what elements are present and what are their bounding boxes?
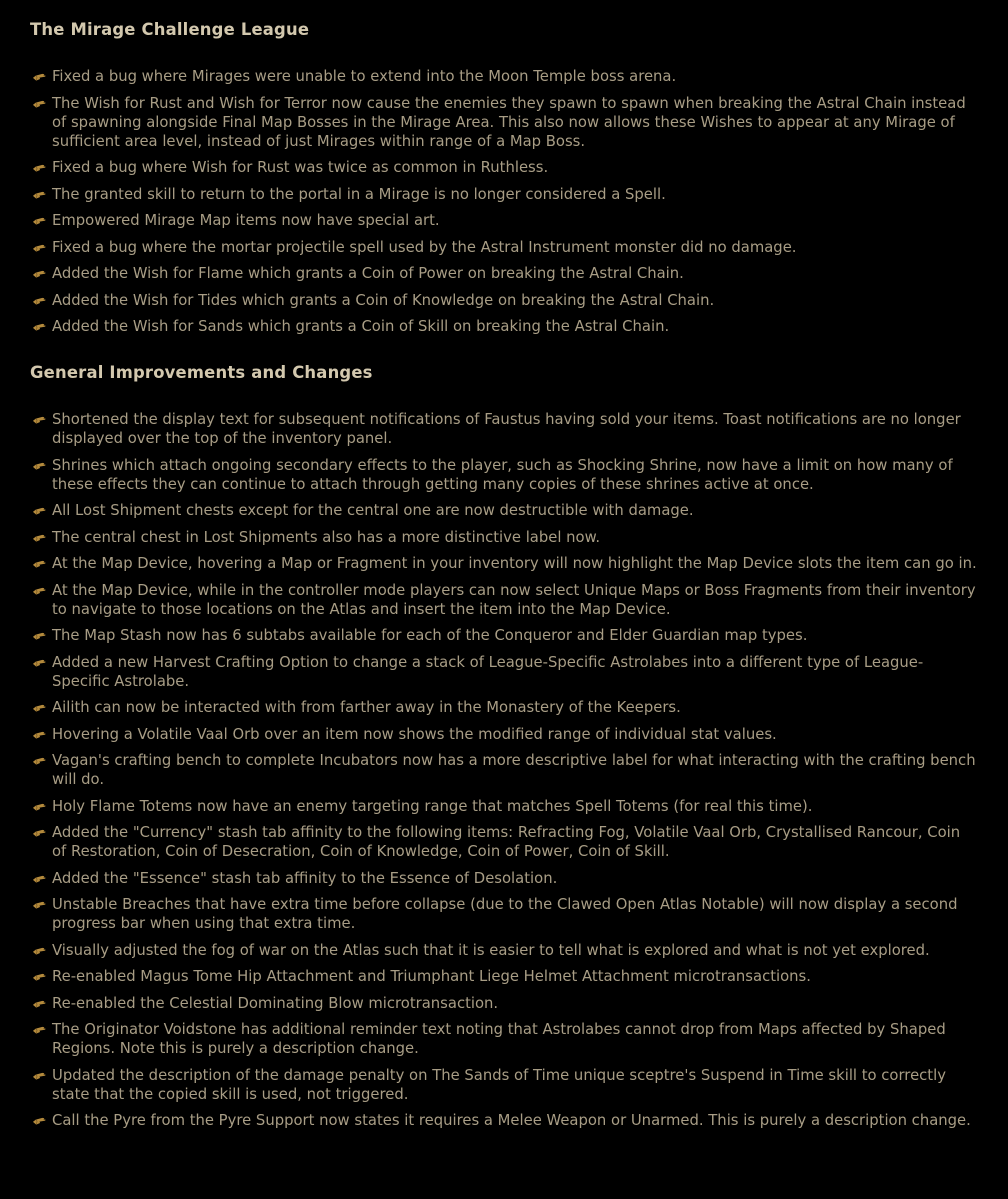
list-item: [30, 456, 978, 494]
list-item-text: Fixed a bug where Wish for Rust was twice as common in Ruthless.: [52, 159, 549, 176]
list-item-text: Added a new Harvest Crafting Option to change a stack of League-Specific Astrolabes into a different type of League-Specific Astrolabe.: [52, 653, 924, 690]
hand-pointer-icon: [32, 503, 47, 518]
hand-pointer-icon: [32, 266, 47, 281]
list-item: [30, 1020, 978, 1058]
list-item-text: Shrines which attach ongoing secondary effects to the player, such as Shocking Shrine, now have a limit on how many of these effects they can continue to attach through getting many copies of these shrines active at once.: [52, 456, 953, 493]
list-item-text: The granted skill to return to the portal in a Mirage is no longer considered a Spell.: [52, 185, 666, 203]
hand-pointer-icon: [32, 628, 47, 643]
list-item-text: Ailith can now be interacted with from farther away in the Monastery of the Keepers.: [52, 699, 681, 716]
list-item: [30, 94, 978, 151]
hand-pointer-icon: [32, 700, 47, 715]
list-item-text: Re-enabled Magus Tome Hip Attachment and Triumphant Liege Helmet Attachment microtransactions.: [52, 968, 811, 985]
list-item: [30, 823, 978, 861]
list-item-text: Added the Wish for Tides which grants a Coin of Knowledge on breaking the Astral Chain.: [52, 291, 715, 309]
list-item: [30, 994, 978, 1013]
hand-pointer-icon: [32, 825, 47, 840]
section-heading: General Improvements and Changes: [30, 363, 373, 382]
list-item: [30, 1111, 978, 1130]
list-item-text: At the Map Device, hovering a Map or Fragment in your inventory will now highlight the Map Device slots the item can go in.: [52, 555, 977, 572]
section-mirage-league: [30, 19, 978, 336]
section-heading: The Mirage Challenge League: [30, 20, 310, 39]
list-item: [30, 698, 978, 717]
list-item: [30, 895, 978, 933]
list-item-text: Hovering a Volatile Vaal Orb over an item now shows the modified range of individual stat values.: [52, 725, 777, 743]
hand-pointer-icon: [32, 293, 47, 308]
list-item-text: At the Map Device, while in the controller mode players can now select Unique Maps or Boss Fragments from their inventory to navigate to those locations on the Atlas and insert the item into the Map Device.: [52, 581, 976, 618]
list-item-text: Unstable Breaches that have extra time before collapse (due to the Clawed Open Atlas Notable) will now display a second progress bar when using that extra time.: [52, 896, 958, 932]
list-item-text: All Lost Shipment chests except for the central one are now destructible with damage.: [52, 502, 694, 519]
list-item: [30, 185, 978, 204]
hand-pointer-icon: [32, 943, 47, 958]
list-item: [30, 67, 978, 86]
list-item: [30, 581, 978, 619]
list-item: [30, 967, 978, 986]
list-item: [30, 528, 978, 547]
hand-pointer-icon: [32, 213, 47, 228]
list-item: [30, 264, 978, 283]
hand-pointer-icon: [32, 240, 47, 255]
list-item-text: Fixed a bug where the mortar projectile spell used by the Astral Instrument monster did no damage.: [52, 238, 797, 256]
list-item: [30, 317, 978, 336]
list-item: [30, 626, 978, 645]
list-item-text: Updated the description of the damage penalty on The Sands of Time unique sceptre's Suspend in Time skill to correctly state that the copied skill is used, not triggered.: [52, 1066, 946, 1103]
hand-pointer-icon: [32, 871, 47, 886]
hand-pointer-icon: [32, 69, 47, 84]
list-item-text: The Originator Voidstone has additional reminder text noting that Astrolabes cannot drop from Maps affected by Shaped Regions. Note this is purely a description change.: [52, 1021, 946, 1057]
hand-pointer-icon: [32, 96, 47, 111]
list-item: [30, 211, 978, 230]
hand-pointer-icon: [32, 753, 47, 768]
hand-pointer-icon: [32, 897, 47, 912]
hand-pointer-icon: [32, 996, 47, 1011]
list-item-text: The Wish for Rust and Wish for Terror now cause the enemies they spawn to spawn when breaking the Astral Chain instead of spawning alongside Final Map Bosses in the Mirage Area. This also now allows these Wishes to appear at any Mirage of sufficient area level, instead of just Mirages within range of a Map Boss.: [52, 94, 966, 150]
hand-pointer-icon: [32, 1113, 47, 1128]
hand-pointer-icon: [32, 727, 47, 742]
hand-pointer-icon: [32, 412, 47, 427]
hand-pointer-icon: [32, 187, 47, 202]
list-item: [30, 238, 978, 257]
list-item: [30, 797, 978, 816]
list-item-text: Visually adjusted the fog of war on the Atlas such that it is easier to tell what is explored and what is not yet explored.: [52, 941, 930, 959]
list-item-text: Vagan's crafting bench to complete Incubators now has a more descriptive label for what interacting with the crafting bench will do.: [52, 752, 976, 788]
list-item: [30, 751, 978, 789]
list-item: [30, 554, 978, 573]
item-list: [30, 67, 978, 336]
list-item: [30, 941, 978, 960]
hand-pointer-icon: [32, 458, 47, 473]
hand-pointer-icon: [32, 1022, 47, 1037]
hand-pointer-icon: [32, 583, 47, 598]
hand-pointer-icon: [32, 655, 47, 670]
list-item-text: The central chest in Lost Shipments also has a more distinctive label now.: [52, 528, 601, 546]
list-item: [30, 158, 978, 177]
hand-pointer-icon: [32, 160, 47, 175]
list-item: [30, 725, 978, 744]
hand-pointer-icon: [32, 530, 47, 545]
list-item-text: Fixed a bug where Mirages were unable to extend into the Moon Temple boss arena.: [52, 68, 677, 85]
list-item: [30, 501, 978, 520]
list-item-text: The Map Stash now has 6 subtabs available for each of the Conqueror and Elder Guardian map types.: [52, 627, 808, 644]
list-item-text: Call the Pyre from the Pyre Support now states it requires a Melee Weapon or Unarmed. This is purely a description change.: [52, 1112, 971, 1129]
item-list: [30, 410, 978, 1130]
list-item: [30, 869, 978, 888]
list-item-text: Shortened the display text for subsequent notifications of Faustus having sold your items. Toast notifications are no longer displayed over the top of the inventory panel.: [52, 411, 961, 447]
list-item-text: Added the Wish for Flame which grants a Coin of Power on breaking the Astral Chain.: [52, 265, 684, 282]
hand-pointer-icon: [32, 556, 47, 571]
list-item-text: Added the "Essence" stash tab affinity to the Essence of Desolation.: [52, 869, 558, 887]
hand-pointer-icon: [32, 1068, 47, 1083]
list-item: [30, 410, 978, 448]
list-item-text: Added the "Currency" stash tab affinity to the following items: Refracting Fog, Volatile Vaal Orb, Crystallised Rancour, Coin of Restoration, Coin of Desecration, Coin of Knowledge, Coin of Power, Coin of Skill.: [52, 824, 961, 860]
list-item: [30, 1066, 978, 1104]
list-item: [30, 653, 978, 691]
list-item-text: Re-enabled the Celestial Dominating Blow microtransaction.: [52, 994, 499, 1012]
hand-pointer-icon: [32, 799, 47, 814]
list-item-text: Added the Wish for Sands which grants a Coin of Skill on breaking the Astral Chain.: [52, 318, 670, 335]
hand-pointer-icon: [32, 319, 47, 334]
list-item-text: Holy Flame Totems now have an enemy targeting range that matches Spell Totems (for real this time).: [52, 797, 813, 815]
list-item: [30, 291, 978, 310]
section-general-improvements: [30, 362, 978, 1130]
hand-pointer-icon: [32, 969, 47, 984]
list-item-text: Empowered Mirage Map items now have special art.: [52, 212, 440, 229]
